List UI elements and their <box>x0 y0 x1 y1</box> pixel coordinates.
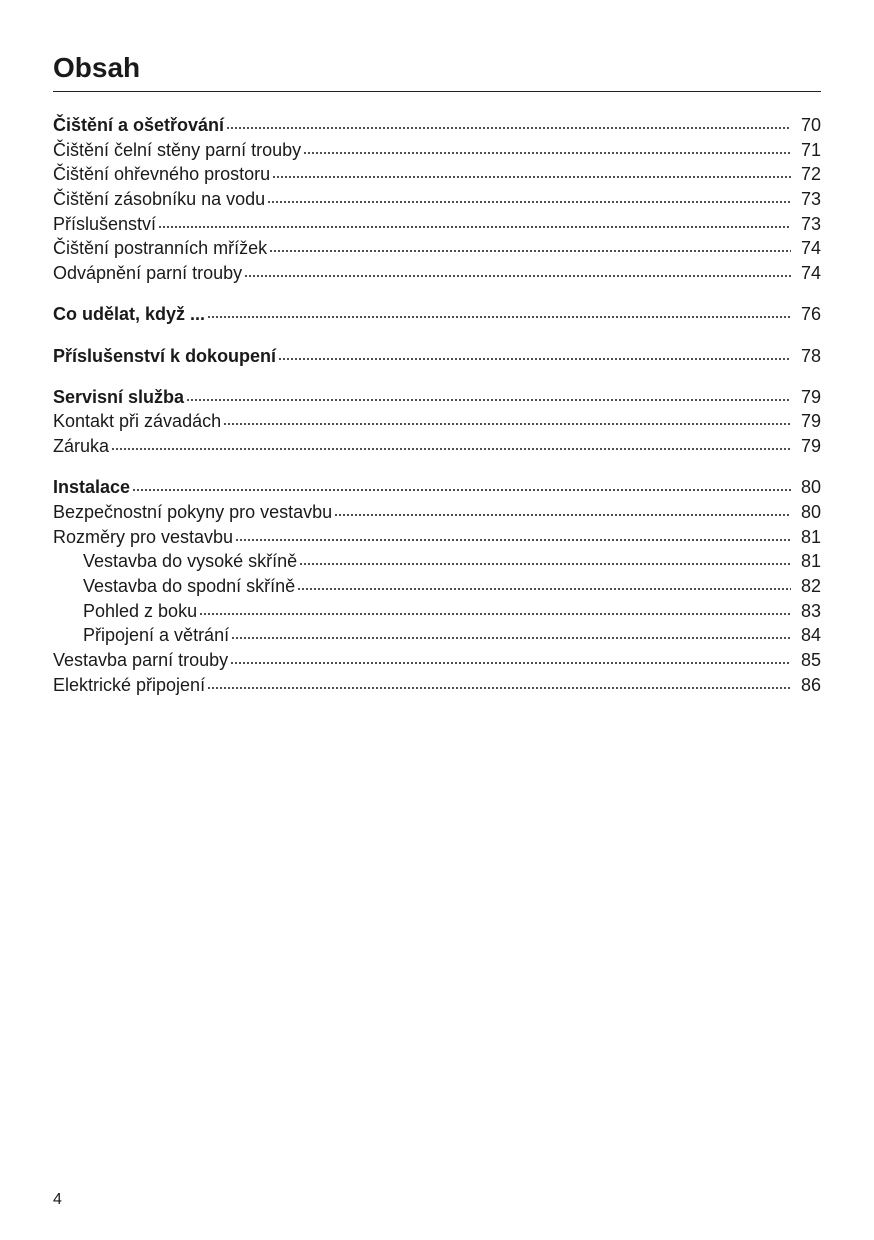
toc-entry-title: Bezpečnostní pokyny pro vestavbu <box>53 501 333 522</box>
toc-dot-leader <box>207 676 791 690</box>
toc-entry <box>53 549 821 574</box>
toc-entry <box>53 475 821 500</box>
toc-dot-leader <box>297 577 791 591</box>
toc-entry <box>53 385 821 410</box>
toc-entry-page: 71 <box>800 139 821 160</box>
toc-entry-title: Záruka <box>53 436 110 457</box>
heading-divider <box>53 91 821 92</box>
toc-entry-title: Co udělat, když ... <box>53 304 206 325</box>
toc-entry-title: Čištění ohřevného prostoru <box>53 164 271 185</box>
toc-entry-title: Příslušenství k dokoupení <box>53 345 277 366</box>
toc-entry <box>53 236 821 261</box>
toc-entry-page: 74 <box>800 238 821 259</box>
toc-entry-title: Servisní služba <box>53 386 185 407</box>
toc-entry <box>53 673 821 698</box>
toc-entry-title: Odvápnění parní trouby <box>53 263 243 284</box>
toc-entry <box>53 648 821 673</box>
toc-dot-leader <box>272 165 791 179</box>
toc-dot-leader <box>132 478 791 492</box>
toc-entry-page: 73 <box>800 213 821 234</box>
toc-entry-title: Příslušenství <box>53 213 157 234</box>
toc-entry-page: 74 <box>800 263 821 284</box>
toc-entry <box>53 434 821 459</box>
toc-entry <box>53 302 821 327</box>
toc-dot-leader <box>158 215 791 229</box>
toc-entry-page: 72 <box>800 164 821 185</box>
toc-entry <box>53 162 821 187</box>
toc-dot-leader <box>223 412 791 426</box>
toc-entry-page: 79 <box>800 436 821 457</box>
toc-entry-title: Čištění a ošetřování <box>53 115 225 135</box>
toc-dot-leader <box>207 305 791 319</box>
toc-entry-page: 81 <box>800 551 821 572</box>
toc-entry <box>53 113 821 138</box>
toc-dot-leader <box>299 552 791 566</box>
toc-entry-page: 81 <box>800 526 821 547</box>
toc-dot-leader <box>334 503 791 517</box>
toc-entry-title: Čištění zásobníku na vodu <box>53 189 266 210</box>
toc-entry-page: 86 <box>800 674 821 695</box>
toc-entry-page: 73 <box>800 189 821 210</box>
toc-entry <box>53 599 821 624</box>
toc-entry-page: 85 <box>800 650 821 671</box>
toc-dot-leader <box>199 602 791 616</box>
toc-entry-title: Rozměry pro vestavbu <box>53 526 234 547</box>
toc-entry-title: Vestavba do spodní skříně <box>83 576 296 596</box>
toc-entry <box>53 409 821 434</box>
toc-entry <box>53 525 821 550</box>
toc-entry <box>53 574 821 599</box>
toc-dot-leader <box>186 388 791 402</box>
toc-dot-leader <box>230 651 791 665</box>
toc-entry-page: 83 <box>800 600 821 621</box>
table-of-contents <box>53 113 821 697</box>
toc-dot-leader <box>111 437 791 451</box>
toc-entry-title: Elektrické připojení <box>53 674 206 695</box>
toc-dot-leader <box>231 626 791 640</box>
toc-entry-page: 79 <box>800 386 821 407</box>
toc-entry-page: 76 <box>800 304 821 325</box>
toc-entry-page: 79 <box>800 411 821 432</box>
toc-entry-title: Připojení a větrání <box>83 625 230 646</box>
toc-entry <box>53 212 821 237</box>
toc-entry-title: Vestavba do vysoké skříně <box>83 551 298 572</box>
page-heading: Obsah <box>53 52 141 83</box>
toc-entry-title: Instalace <box>53 477 131 498</box>
toc-entry-page: 80 <box>800 501 821 522</box>
toc-entry-title: Vestavba parní trouby <box>53 650 229 671</box>
toc-dot-leader <box>244 264 791 278</box>
toc-entry <box>53 187 821 212</box>
toc-dot-leader <box>269 239 791 253</box>
toc-dot-leader <box>267 190 791 204</box>
toc-entry-page: 82 <box>800 576 821 596</box>
toc-entry-page: 80 <box>800 477 821 498</box>
toc-entry-page: 84 <box>800 625 821 646</box>
toc-entry-title: Čištění čelní stěny parní trouby <box>53 139 302 160</box>
toc-entry-title: Pohled z boku <box>83 600 198 621</box>
toc-entry <box>53 500 821 525</box>
toc-entry-page: 70 <box>800 115 821 135</box>
toc-dot-leader <box>303 141 791 155</box>
toc-dot-leader <box>278 347 791 361</box>
toc-entry <box>53 623 821 648</box>
toc-entry-title: Kontakt při závadách <box>53 411 222 432</box>
toc-entry-title: Čištění postranních mřížek <box>53 238 268 259</box>
toc-entry <box>53 261 821 286</box>
toc-dot-leader <box>226 116 791 130</box>
toc-entry <box>53 344 821 369</box>
toc-dot-leader <box>235 528 791 542</box>
page-number: 4 <box>53 1191 62 1208</box>
toc-entry-page: 78 <box>800 345 821 366</box>
toc-entry <box>53 138 821 163</box>
